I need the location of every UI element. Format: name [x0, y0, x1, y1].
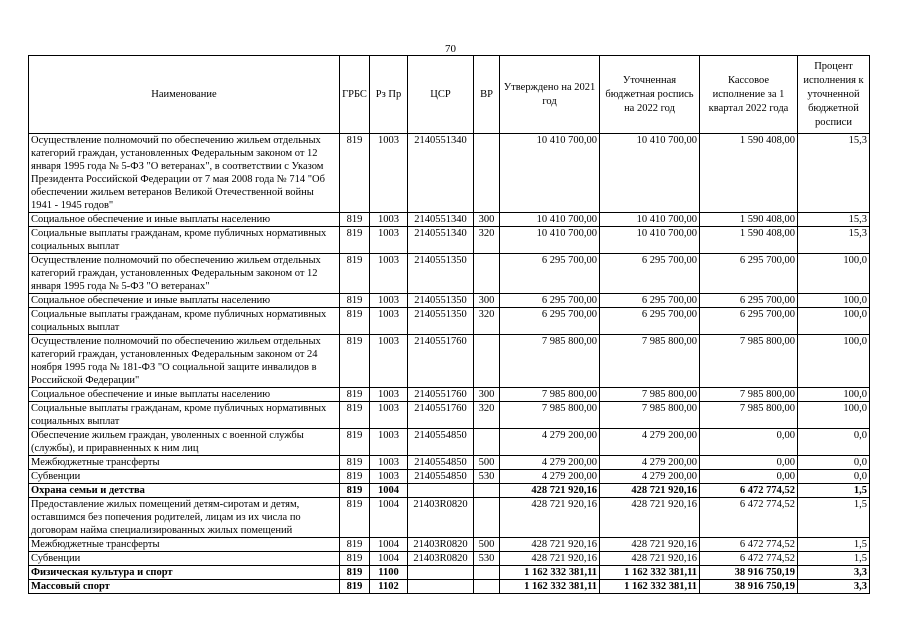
cell-vr: 320	[474, 308, 500, 335]
header-name: Наименование	[29, 56, 340, 134]
cell-vr: 300	[474, 388, 500, 402]
table-row	[29, 227, 870, 254]
cell-vr	[474, 484, 500, 498]
cell-approved: 4 279 200,00	[500, 456, 600, 470]
cell-percent: 100,0	[798, 308, 870, 335]
cell-cash: 38 916 750,19	[700, 580, 798, 594]
cell-grbs: 819	[340, 294, 370, 308]
cell-csr: 21403R0820	[408, 552, 474, 566]
cell-approved: 10 410 700,00	[500, 227, 600, 254]
cell-rzpr: 1003	[370, 308, 408, 335]
table-body	[29, 134, 870, 594]
cell-cash: 7 985 800,00	[700, 402, 798, 429]
table-row	[29, 484, 870, 498]
cell-csr: 2140554850	[408, 470, 474, 484]
cell-rzpr: 1004	[370, 552, 408, 566]
cell-vr: 320	[474, 227, 500, 254]
page-number: 70	[445, 43, 456, 55]
cell-name: Межбюджетные трансферты	[29, 538, 340, 552]
cell-approved: 10 410 700,00	[500, 134, 600, 213]
cell-name: Социальное обеспечение и иные выплаты населению	[29, 388, 340, 402]
cell-vr	[474, 134, 500, 213]
cell-percent: 1,5	[798, 552, 870, 566]
cell-grbs: 819	[340, 484, 370, 498]
cell-csr: 2140551350	[408, 254, 474, 294]
cell-name: Социальное обеспечение и иные выплаты населению	[29, 294, 340, 308]
table-row	[29, 388, 870, 402]
cell-approved: 7 985 800,00	[500, 335, 600, 388]
cell-vr: 320	[474, 402, 500, 429]
cell-grbs: 819	[340, 254, 370, 294]
cell-grbs: 819	[340, 538, 370, 552]
header-approved: Утверждено на 2021 год	[500, 56, 600, 134]
cell-cash: 6 472 774,52	[700, 552, 798, 566]
cell-refined: 4 279 200,00	[600, 456, 700, 470]
table-row	[29, 402, 870, 429]
cell-cash: 1 590 408,00	[700, 134, 798, 213]
cell-rzpr: 1003	[370, 294, 408, 308]
cell-cash: 0,00	[700, 456, 798, 470]
cell-rzpr: 1003	[370, 456, 408, 470]
cell-csr: 2140551760	[408, 388, 474, 402]
cell-name: Осуществление полномочий по обеспечению жильем отдельных категорий граждан, установленных Федеральным законом от 24 ноября 1995 года № 181-ФЗ "О социальной защите инвалидов в Российской Федерации"	[29, 335, 340, 388]
cell-cash: 0,00	[700, 470, 798, 484]
cell-refined: 10 410 700,00	[600, 134, 700, 213]
cell-percent: 100,0	[798, 254, 870, 294]
cell-name: Социальное обеспечение и иные выплаты населению	[29, 213, 340, 227]
header-cash: Кассовое исполнение за 1 квартал 2022 года	[700, 56, 798, 134]
cell-cash: 7 985 800,00	[700, 335, 798, 388]
table-row	[29, 552, 870, 566]
cell-rzpr: 1004	[370, 538, 408, 552]
header-csr: ЦСР	[408, 56, 474, 134]
cell-percent: 0,0	[798, 429, 870, 456]
table-header-row	[29, 56, 870, 134]
cell-grbs: 819	[340, 213, 370, 227]
cell-approved: 4 279 200,00	[500, 470, 600, 484]
cell-grbs: 819	[340, 134, 370, 213]
cell-refined: 10 410 700,00	[600, 227, 700, 254]
cell-percent: 100,0	[798, 402, 870, 429]
cell-grbs: 819	[340, 456, 370, 470]
cell-name: Физическая культура и спорт	[29, 566, 340, 580]
cell-cash: 38 916 750,19	[700, 566, 798, 580]
cell-approved: 1 162 332 381,11	[500, 566, 600, 580]
cell-percent: 1,5	[798, 538, 870, 552]
cell-refined: 6 295 700,00	[600, 308, 700, 335]
cell-csr: 21403R0820	[408, 538, 474, 552]
cell-vr	[474, 566, 500, 580]
cell-rzpr: 1004	[370, 498, 408, 538]
cell-name: Охрана семьи и детства	[29, 484, 340, 498]
cell-grbs: 819	[340, 402, 370, 429]
table-row	[29, 580, 870, 594]
cell-csr: 21403R0820	[408, 498, 474, 538]
cell-vr	[474, 580, 500, 594]
cell-csr: 2140554850	[408, 456, 474, 470]
cell-percent: 100,0	[798, 335, 870, 388]
cell-grbs: 819	[340, 308, 370, 335]
cell-approved: 428 721 920,16	[500, 538, 600, 552]
cell-rzpr: 1003	[370, 402, 408, 429]
cell-grbs: 819	[340, 552, 370, 566]
cell-cash: 1 590 408,00	[700, 213, 798, 227]
cell-vr: 530	[474, 552, 500, 566]
table-row	[29, 470, 870, 484]
budget-execution-table	[28, 55, 870, 594]
cell-name: Социальные выплаты гражданам, кроме публичных нормативных социальных выплат	[29, 308, 340, 335]
cell-percent: 15,3	[798, 213, 870, 227]
cell-grbs: 819	[340, 227, 370, 254]
cell-csr: 2140551350	[408, 308, 474, 335]
cell-grbs: 819	[340, 566, 370, 580]
table-row	[29, 134, 870, 213]
cell-grbs: 819	[340, 429, 370, 456]
header-refined: Уточненная бюджетная роспись на 2022 год	[600, 56, 700, 134]
cell-csr: 2140554850	[408, 429, 474, 456]
table-row	[29, 213, 870, 227]
header-grbs: ГРБС	[340, 56, 370, 134]
cell-csr: 2140551340	[408, 134, 474, 213]
cell-approved: 10 410 700,00	[500, 213, 600, 227]
cell-vr	[474, 335, 500, 388]
cell-cash: 0,00	[700, 429, 798, 456]
cell-cash: 6 472 774,52	[700, 498, 798, 538]
cell-name: Субвенции	[29, 470, 340, 484]
cell-refined: 6 295 700,00	[600, 294, 700, 308]
cell-vr: 530	[474, 470, 500, 484]
cell-cash: 6 472 774,52	[700, 484, 798, 498]
cell-approved: 428 721 920,16	[500, 552, 600, 566]
cell-vr	[474, 498, 500, 538]
cell-rzpr: 1003	[370, 388, 408, 402]
cell-cash: 6 295 700,00	[700, 294, 798, 308]
cell-csr	[408, 580, 474, 594]
cell-csr: 2140551340	[408, 227, 474, 254]
cell-name: Осуществление полномочий по обеспечению жильем отдельных категорий граждан, установленных Федеральным законом от 12 января 1995 года № 5-ФЗ "О ветеранах", в соответствии с Указом Президента Российской Федерации от 7 мая 2008 года № 714 "Об обеспечении жильем ветеранов Великой Отечественной войны 1941 - 1945 годов"	[29, 134, 340, 213]
cell-percent: 0,0	[798, 456, 870, 470]
table-row	[29, 498, 870, 538]
cell-rzpr: 1003	[370, 470, 408, 484]
cell-rzpr: 1003	[370, 254, 408, 294]
cell-rzpr: 1003	[370, 335, 408, 388]
cell-percent: 15,3	[798, 134, 870, 213]
cell-rzpr: 1004	[370, 484, 408, 498]
cell-refined: 4 279 200,00	[600, 429, 700, 456]
cell-csr: 2140551760	[408, 335, 474, 388]
table-row	[29, 429, 870, 456]
cell-percent: 0,0	[798, 470, 870, 484]
cell-cash: 6 295 700,00	[700, 254, 798, 294]
cell-grbs: 819	[340, 498, 370, 538]
cell-name: Социальные выплаты гражданам, кроме публичных нормативных социальных выплат	[29, 227, 340, 254]
cell-vr: 500	[474, 456, 500, 470]
cell-cash: 6 295 700,00	[700, 308, 798, 335]
cell-csr	[408, 566, 474, 580]
cell-csr: 2140551340	[408, 213, 474, 227]
cell-rzpr: 1003	[370, 134, 408, 213]
cell-grbs: 819	[340, 470, 370, 484]
cell-percent: 100,0	[798, 388, 870, 402]
cell-vr	[474, 429, 500, 456]
cell-approved: 428 721 920,16	[500, 484, 600, 498]
cell-grbs: 819	[340, 580, 370, 594]
cell-name: Массовый спорт	[29, 580, 340, 594]
cell-percent: 100,0	[798, 294, 870, 308]
cell-vr	[474, 254, 500, 294]
cell-name: Социальные выплаты гражданам, кроме публичных нормативных социальных выплат	[29, 402, 340, 429]
cell-rzpr: 1003	[370, 429, 408, 456]
cell-approved: 6 295 700,00	[500, 294, 600, 308]
cell-cash: 7 985 800,00	[700, 388, 798, 402]
cell-refined: 428 721 920,16	[600, 484, 700, 498]
cell-approved: 428 721 920,16	[500, 498, 600, 538]
cell-refined: 4 279 200,00	[600, 470, 700, 484]
cell-percent: 15,3	[798, 227, 870, 254]
cell-cash: 6 472 774,52	[700, 538, 798, 552]
cell-csr: 2140551350	[408, 294, 474, 308]
cell-vr: 300	[474, 294, 500, 308]
cell-refined: 428 721 920,16	[600, 498, 700, 538]
cell-refined: 7 985 800,00	[600, 388, 700, 402]
cell-approved: 1 162 332 381,11	[500, 580, 600, 594]
cell-refined: 7 985 800,00	[600, 402, 700, 429]
cell-vr: 300	[474, 213, 500, 227]
cell-rzpr: 1100	[370, 566, 408, 580]
cell-name: Обеспечение жильем граждан, уволенных с военной службы (службы), и приравненных к ним лиц	[29, 429, 340, 456]
cell-approved: 7 985 800,00	[500, 388, 600, 402]
cell-approved: 7 985 800,00	[500, 402, 600, 429]
cell-percent: 1,5	[798, 484, 870, 498]
table-row	[29, 308, 870, 335]
cell-refined: 7 985 800,00	[600, 335, 700, 388]
cell-rzpr: 1003	[370, 227, 408, 254]
table-row	[29, 538, 870, 552]
cell-cash: 1 590 408,00	[700, 227, 798, 254]
cell-approved: 6 295 700,00	[500, 254, 600, 294]
header-percent: Процент исполнения к уточненной бюджетной росписи	[798, 56, 870, 134]
cell-csr: 2140551760	[408, 402, 474, 429]
header-vr: ВР	[474, 56, 500, 134]
table-row	[29, 254, 870, 294]
cell-vr: 500	[474, 538, 500, 552]
cell-percent: 1,5	[798, 498, 870, 538]
cell-percent: 3,3	[798, 580, 870, 594]
cell-rzpr: 1003	[370, 213, 408, 227]
cell-name: Предоставление жилых помещений детям-сиротам и детям, оставшимся без попечения родителей, лицам из их числа по договорам найма специализированных жилых помещений	[29, 498, 340, 538]
cell-rzpr: 1102	[370, 580, 408, 594]
table-row	[29, 456, 870, 470]
cell-refined: 10 410 700,00	[600, 213, 700, 227]
cell-name: Субвенции	[29, 552, 340, 566]
cell-refined: 6 295 700,00	[600, 254, 700, 294]
cell-name: Межбюджетные трансферты	[29, 456, 340, 470]
cell-refined: 1 162 332 381,11	[600, 566, 700, 580]
table-row	[29, 294, 870, 308]
cell-csr	[408, 484, 474, 498]
cell-grbs: 819	[340, 388, 370, 402]
cell-refined: 428 721 920,16	[600, 552, 700, 566]
cell-refined: 1 162 332 381,11	[600, 580, 700, 594]
table-row	[29, 335, 870, 388]
cell-refined: 428 721 920,16	[600, 538, 700, 552]
cell-approved: 6 295 700,00	[500, 308, 600, 335]
header-rzpr: Рз Пр	[370, 56, 408, 134]
cell-approved: 4 279 200,00	[500, 429, 600, 456]
cell-percent: 3,3	[798, 566, 870, 580]
cell-grbs: 819	[340, 335, 370, 388]
table-row	[29, 566, 870, 580]
cell-name: Осуществление полномочий по обеспечению жильем отдельных категорий граждан, установленных Федеральным законом от 12 января 1995 года № 5-ФЗ "О ветеранах"	[29, 254, 340, 294]
